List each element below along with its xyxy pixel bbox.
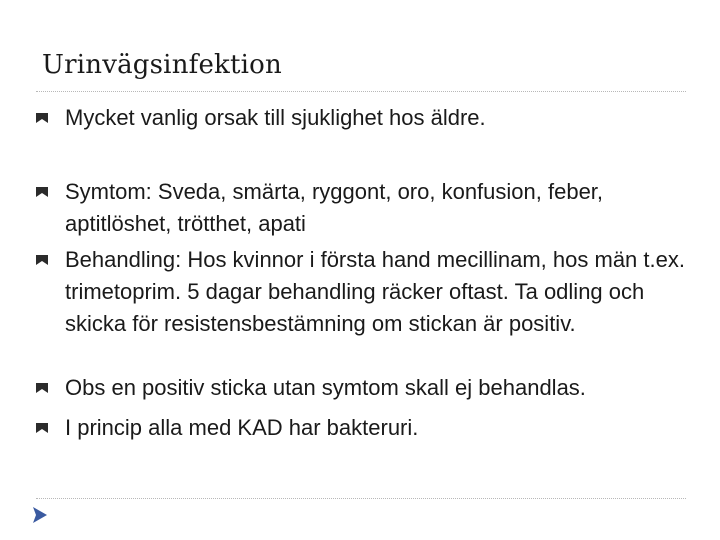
bullet-item [65,102,705,134]
bookmark-bullet-icon [36,113,48,123]
bullet-text: Mycket vanlig orsak till sjuklighet hos äldre. [65,105,486,130]
bullet-text: Behandling: Hos kvinnor i första hand mecillinam, hos män t.ex. trimetoprim. 5 dagar behandling räcker oftast. Ta odling och skicka för resistensbestämning om stickan är positiv. [65,247,685,336]
bullet-text: I princip alla med KAD har bakteruri. [65,415,419,440]
bullet-item [65,244,705,340]
slide-title: Urinvägsinfektion [42,50,282,80]
bookmark-bullet-icon [36,423,48,433]
next-slide-arrow-icon[interactable] [32,506,48,524]
bullet-item [65,176,705,240]
bullet-text: Symtom: Sveda, smärta, ryggont, oro, konfusion, feber, aptitlöshet, trötthet, apati [65,179,604,236]
bookmark-bullet-icon [36,255,48,265]
bullet-item [65,412,705,444]
bullet-item [65,372,705,404]
bookmark-bullet-icon [36,187,48,197]
bookmark-bullet-icon [36,383,48,393]
bullet-text: Obs en positiv sticka utan symtom skall ej behandlas. [65,375,586,400]
footer-divider [36,498,686,499]
